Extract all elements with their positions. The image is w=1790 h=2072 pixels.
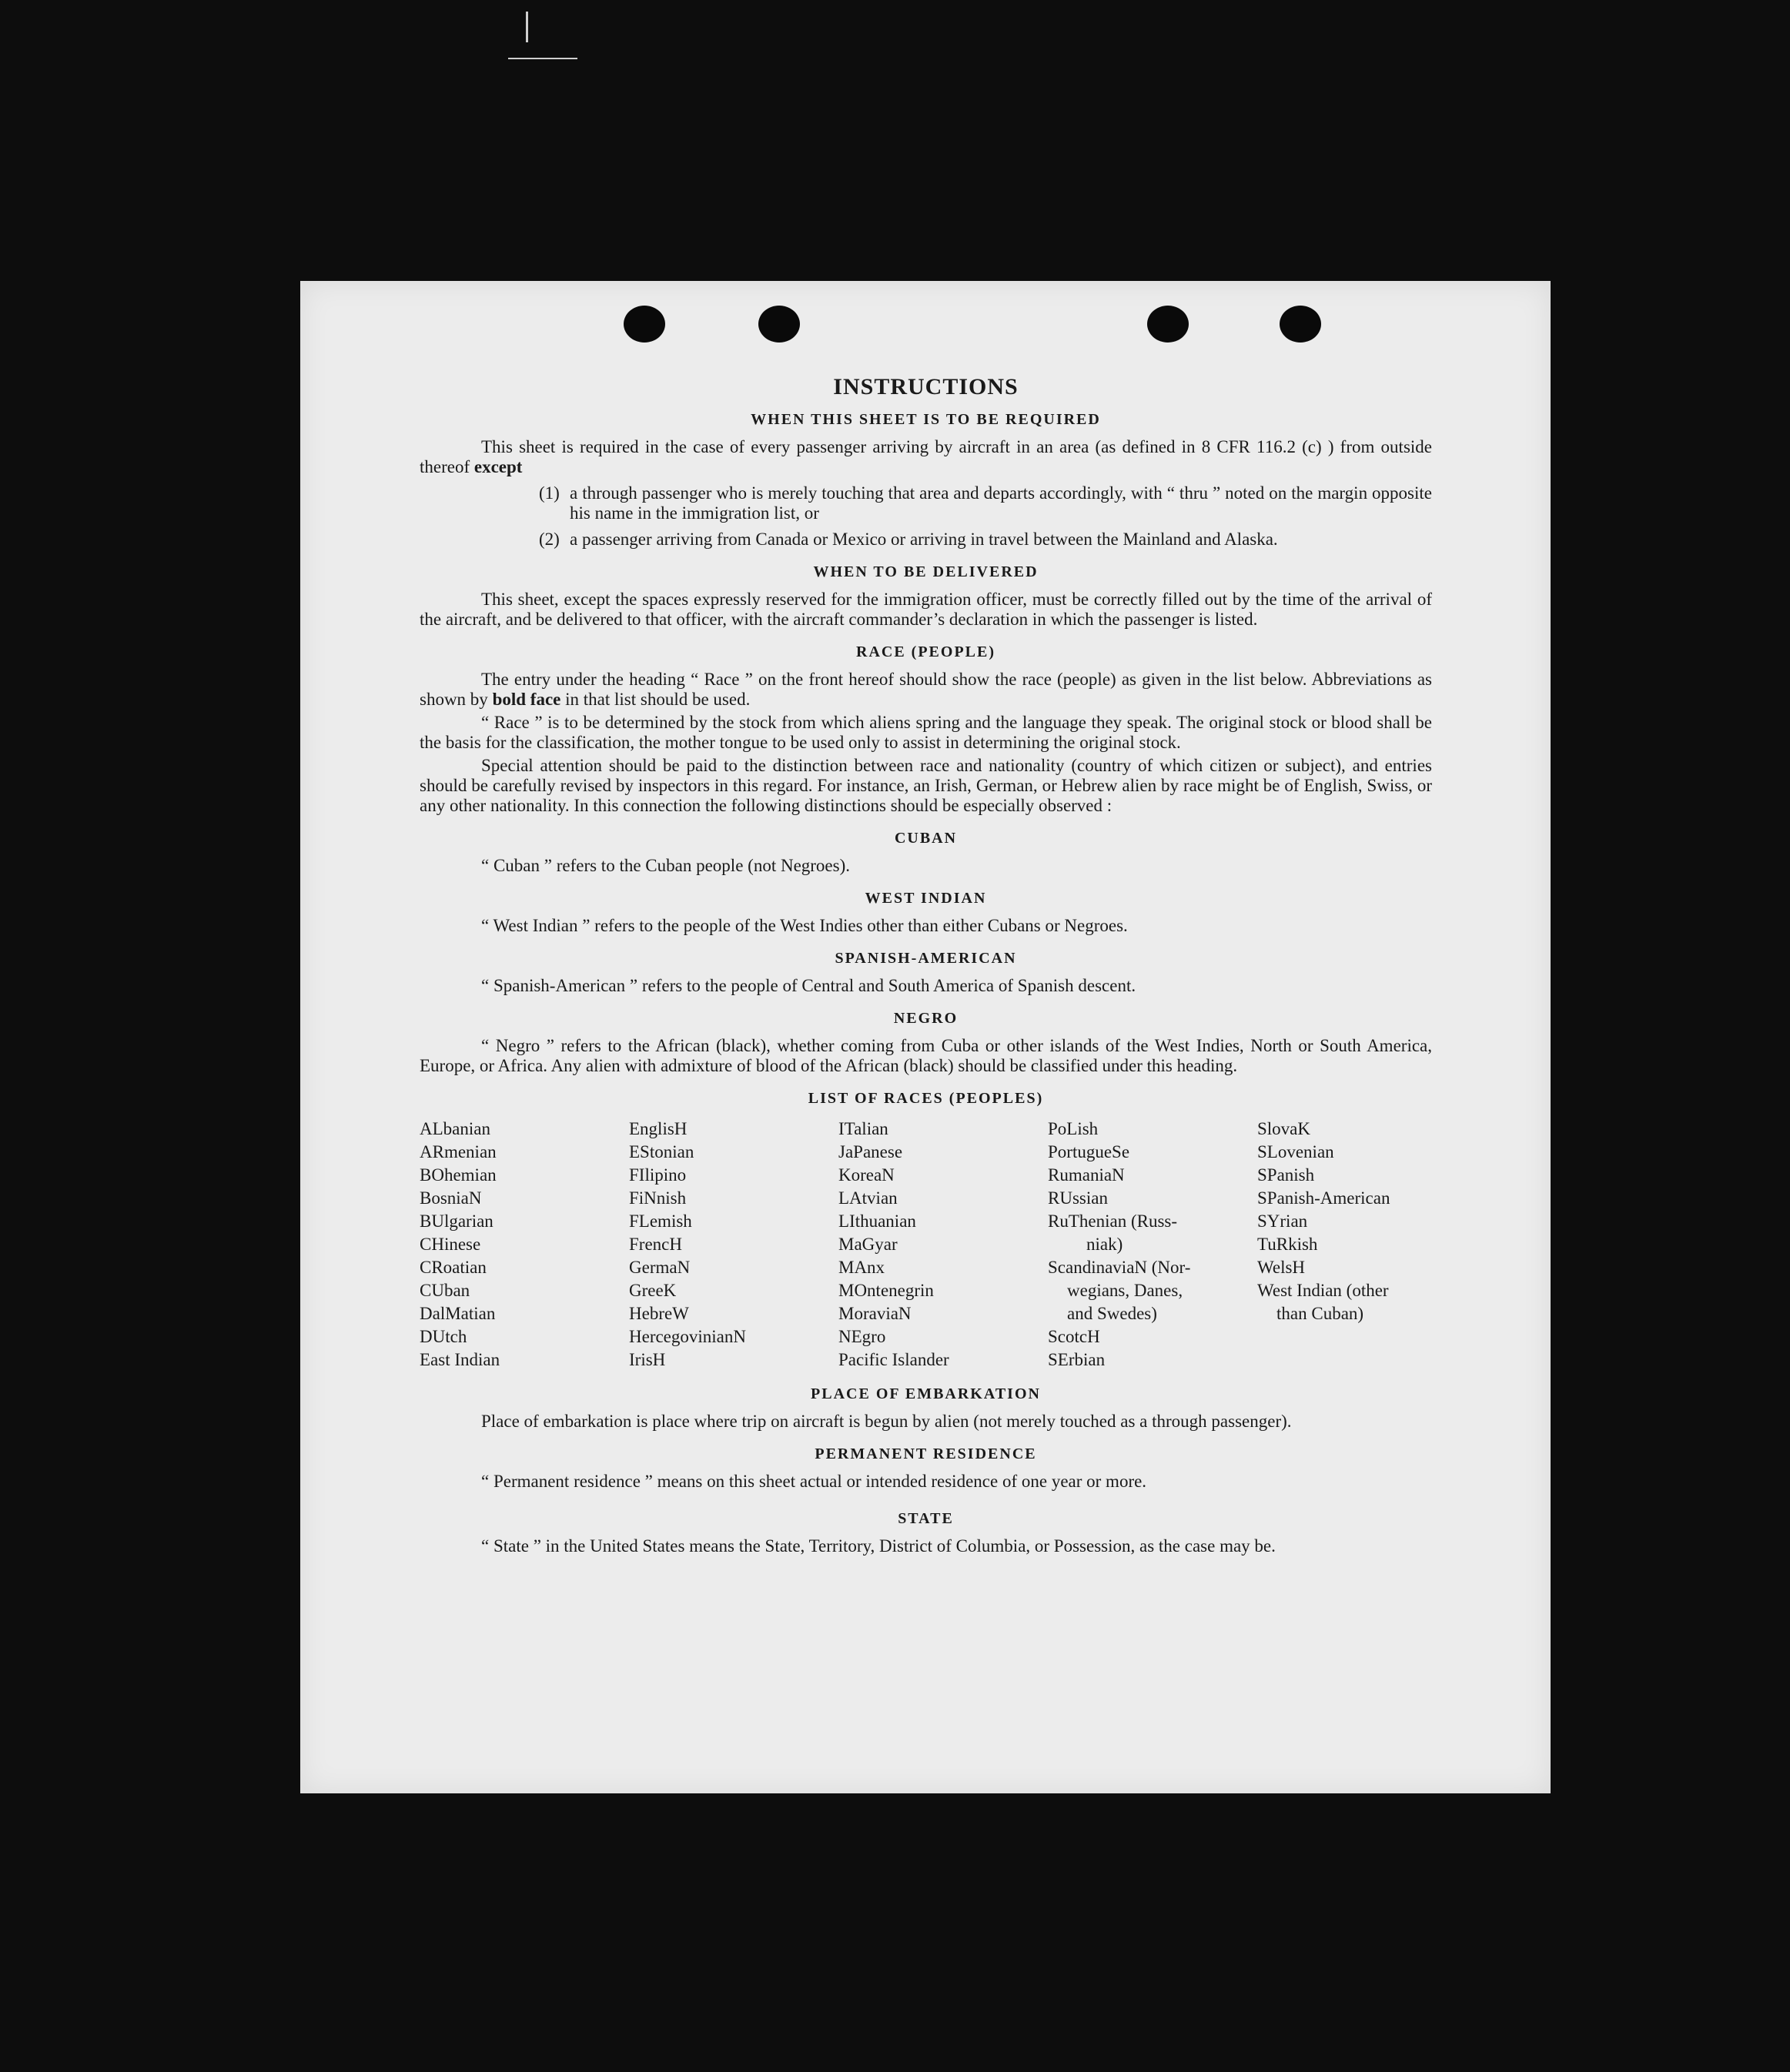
- race-entry: SLovenian: [1257, 1142, 1334, 1161]
- race-entry: DalMatian: [420, 1304, 496, 1323]
- page-title: INSTRUCTIONS: [833, 374, 1019, 399]
- race-entry: SlovaK: [1257, 1119, 1310, 1138]
- punch-hole: [1280, 306, 1321, 343]
- races-column: [629, 1118, 838, 1372]
- race-entry: BOhemian: [420, 1165, 497, 1185]
- race-entry: FLemish: [629, 1211, 692, 1231]
- race-entry: FIlipino: [629, 1165, 687, 1185]
- race-entry: WelsH: [1257, 1258, 1306, 1277]
- section-heading: SPANISH-AMERICAN: [835, 950, 1017, 967]
- instruction-sheet: [300, 281, 1551, 1793]
- scan-artifact-line: [508, 58, 577, 59]
- race-entry: wegians, Danes,: [1067, 1281, 1183, 1300]
- race-entry: Pacific Islander: [838, 1350, 949, 1369]
- race-entry: MaGyar: [838, 1235, 898, 1254]
- race-entry: NEgro: [838, 1327, 886, 1346]
- race-entry: SPanish: [1257, 1165, 1315, 1185]
- race-entry: GermaN: [629, 1258, 691, 1277]
- paragraph: “ Negro ” refers to the African (black), whether coming from Cuba or other islands of the West Indies, North or South America, Europe, or Africa. Any alien with admixture of blood of the African (black) should be classified under this heading.: [420, 1036, 1432, 1075]
- punch-hole: [1147, 306, 1189, 343]
- race-entry: BosniaN: [420, 1188, 482, 1208]
- section-heading: PERMANENT RESIDENCE: [815, 1445, 1037, 1462]
- paragraph: “ Permanent residence ” means on this sheet actual or intended residence of one year or more.: [481, 1472, 1147, 1491]
- race-entry: TuRkish: [1257, 1235, 1318, 1254]
- punch-hole: [758, 306, 800, 343]
- race-entry: HebreW: [629, 1304, 689, 1323]
- race-entry: PoLish: [1048, 1119, 1099, 1138]
- paragraph: Place of embarkation is place where trip on aircraft is begun by alien (not merely touched as a through passenger).: [481, 1412, 1292, 1431]
- section-heading: STATE: [898, 1510, 954, 1527]
- race-entry: BUlgarian: [420, 1211, 494, 1231]
- section-heading: LIST OF RACES (PEOPLES): [808, 1090, 1044, 1107]
- race-entry: MAnx: [838, 1258, 885, 1277]
- race-entry: MOntenegrin: [838, 1281, 934, 1300]
- race-entry: ARmenian: [420, 1142, 497, 1161]
- paragraph: The entry under the heading “ Race ” on the front hereof should show the race (people) as given in the list below. Abbreviations as shown by bold face in that list should be used.: [420, 670, 1432, 709]
- races-column: [1257, 1118, 1467, 1372]
- section-heading: WHEN TO BE DELIVERED: [813, 563, 1039, 580]
- section-heading: NEGRO: [893, 1010, 959, 1027]
- race-entry: and Swedes): [1067, 1304, 1157, 1323]
- race-entry: niak): [1086, 1235, 1123, 1254]
- paragraph: “ Race ” is to be determined by the stock from which aliens spring and the language they speak. The original stock or blood shall be the basis for the classification, the mother tongue to be used only to assist in determining the original stock.: [420, 713, 1432, 752]
- section-heading: RACE (PEOPLE): [856, 643, 995, 660]
- race-entry: ITalian: [838, 1119, 888, 1138]
- section-heading: PLACE OF EMBARKATION: [811, 1385, 1041, 1402]
- race-entry: RumaniaN: [1048, 1165, 1125, 1185]
- races-column: [838, 1118, 1048, 1372]
- document-body: [420, 374, 1432, 1559]
- race-entry: EStonian: [629, 1142, 694, 1161]
- scan-artifact-line: [526, 12, 528, 42]
- list-item: (1) a through passenger who is merely touching that area and departs accordingly, with “ thru ” noted on the margin opposite his name in the immigration list, or: [539, 483, 1432, 523]
- paragraph: “ Cuban ” refers to the Cuban people (not Negroes).: [481, 856, 851, 875]
- race-entry: JaPanese: [838, 1142, 903, 1161]
- race-entry: CRoatian: [420, 1258, 487, 1277]
- paragraph: “ Spanish-American ” refers to the people of Central and South America of Spanish descent.: [481, 976, 1136, 995]
- race-entry: HercegovinianN: [629, 1327, 746, 1346]
- race-entry: IrisH: [629, 1350, 666, 1369]
- race-entry: PortugueSe: [1048, 1142, 1130, 1161]
- race-entry: SYrian: [1257, 1211, 1308, 1231]
- race-entry: MoraviaN: [838, 1304, 912, 1323]
- paragraph: This sheet is required in the case of every passenger arriving by aircraft in an area (as defined in 8 CFR 116.2 (c) ) from outside thereof except: [420, 437, 1432, 476]
- paragraph: This sheet, except the spaces expressly reserved for the immigration officer, must be correctly filled out by the time of the arrival of the aircraft, and be delivered to that officer, with the aircraft commander’s declaration in which the passenger is listed.: [420, 590, 1432, 629]
- race-entry: East Indian: [420, 1350, 500, 1369]
- race-entry: LAtvian: [838, 1188, 898, 1208]
- races-list: [420, 1118, 1432, 1372]
- race-entry: FiNnish: [629, 1188, 687, 1208]
- section-heading: CUBAN: [894, 830, 958, 847]
- race-entry: SErbian: [1048, 1350, 1106, 1369]
- race-entry: ScandinaviaN (Nor-: [1048, 1258, 1191, 1277]
- race-entry: West Indian (other: [1257, 1281, 1389, 1300]
- list-item: (2) a passenger arriving from Canada or Mexico or arriving in travel between the Mainland and Alaska.: [539, 530, 1278, 549]
- paragraph: “ State ” in the United States means the State, Territory, District of Columbia, or Possession, as the case may be.: [481, 1536, 1276, 1556]
- race-entry: SPanish-American: [1257, 1188, 1390, 1208]
- punch-hole: [624, 306, 665, 343]
- race-entry: than Cuban): [1276, 1304, 1364, 1323]
- races-column: [420, 1118, 629, 1372]
- race-entry: RUssian: [1048, 1188, 1108, 1208]
- paragraph: Special attention should be paid to the distinction between race and nationality (country of which citizen or subject), and entries should be carefully revised by inspectors in this regard. For instance, an Irish, German, or Hebrew alien by race might be of English, Swiss, or any other nationality. In this connection the following distinctions should be especially observed :: [420, 756, 1432, 815]
- section-heading: WEST INDIAN: [865, 890, 987, 907]
- race-entry: RuThenian (Russ-: [1048, 1211, 1178, 1231]
- race-entry: ScotcH: [1048, 1327, 1100, 1346]
- race-entry: ALbanian: [420, 1119, 490, 1138]
- race-entry: KoreaN: [838, 1165, 895, 1185]
- race-entry: EnglisH: [629, 1119, 688, 1138]
- races-column: [1048, 1118, 1257, 1372]
- race-entry: GreeK: [629, 1281, 677, 1300]
- section-heading: WHEN THIS SHEET IS TO BE REQUIRED: [751, 411, 1101, 428]
- race-entry: CHinese: [420, 1235, 481, 1254]
- paragraph: “ West Indian ” refers to the people of the West Indies other than either Cubans or Negroes.: [481, 916, 1128, 935]
- race-entry: LIthuanian: [838, 1211, 916, 1231]
- race-entry: CUban: [420, 1281, 470, 1300]
- race-entry: DUtch: [420, 1327, 467, 1346]
- race-entry: FrencH: [629, 1235, 682, 1254]
